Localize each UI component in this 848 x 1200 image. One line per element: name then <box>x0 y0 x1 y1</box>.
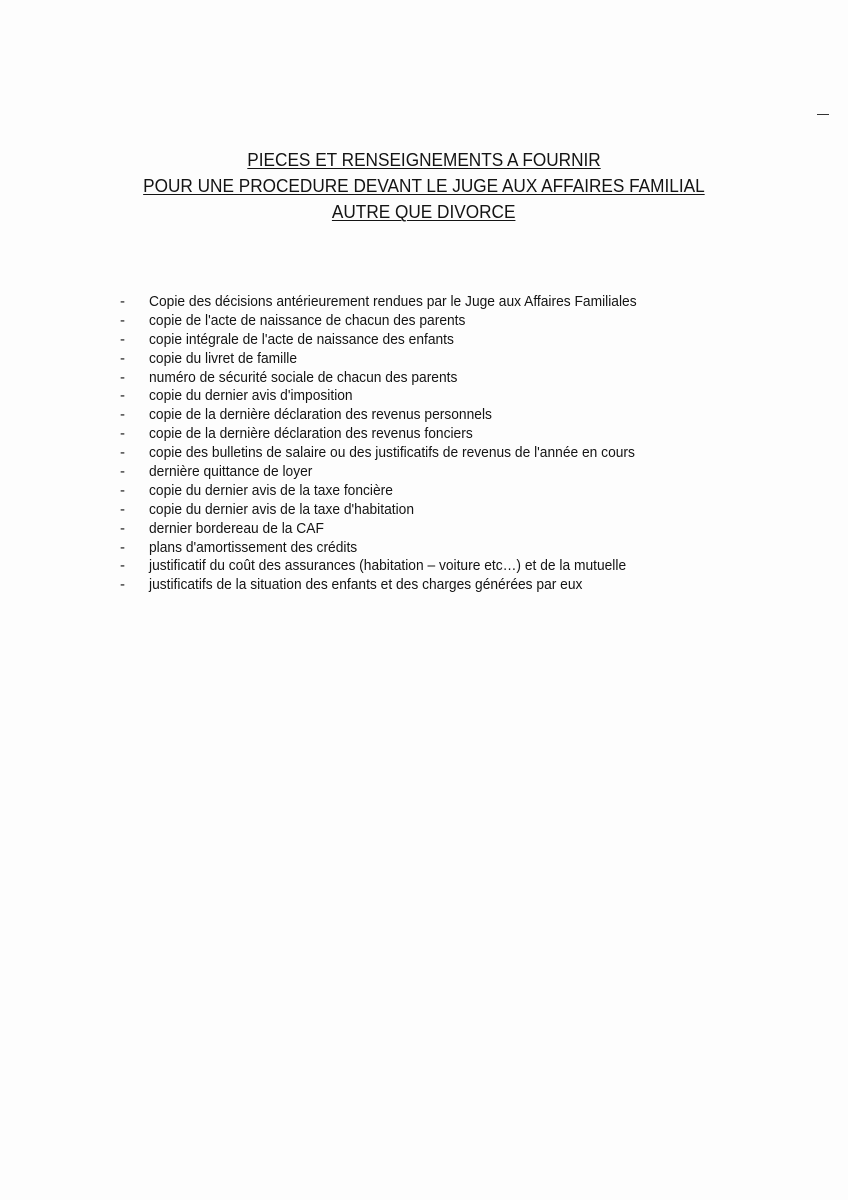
title-line-2: POUR UNE PROCEDURE DEVANT LE JUGE AUX AFFAIRES FAMILIAL <box>143 175 705 196</box>
dash-bullet: - <box>120 557 125 575</box>
list-item <box>120 312 820 331</box>
list-item-text: dernier bordereau de la CAF <box>149 519 324 537</box>
list-item <box>120 293 820 312</box>
dash-bullet: - <box>120 349 125 367</box>
dash-bullet: - <box>120 444 125 462</box>
list-item-text: copie du dernier avis de la taxe foncière <box>149 481 393 499</box>
list-item-text: copie de l'acte de naissance de chacun des parents <box>149 311 466 329</box>
list-item-text: copie de la dernière déclaration des revenus personnels <box>149 406 492 424</box>
list-item <box>120 576 820 595</box>
dash-bullet: - <box>120 576 125 594</box>
list-item-text: copie du dernier avis de la taxe d'habitation <box>149 500 415 518</box>
dash-bullet: - <box>120 538 125 556</box>
list-item <box>120 482 820 501</box>
dash-bullet: - <box>120 293 125 310</box>
list-item-text: justificatifs de la situation des enfants et des charges générées par eux <box>149 576 583 594</box>
list-item <box>120 369 820 388</box>
dash-bullet: - <box>120 481 125 499</box>
list-item <box>120 463 820 482</box>
list-item-text: dernière quittance de loyer <box>149 463 313 481</box>
list-item-text: copie des bulletins de salaire ou des justificatifs de revenus de l'année en cours <box>149 444 635 462</box>
dash-bullet: - <box>120 330 125 348</box>
list-item-text: copie intégrale de l'acte de naissance des enfants <box>149 330 454 348</box>
title-line-1: PIECES ET RENSEIGNEMENTS A FOURNIR <box>247 149 601 170</box>
list-item-text: Copie des décisions antérieurement rendues par le Juge aux Affaires Familiales <box>149 293 637 310</box>
list-item <box>120 520 820 539</box>
document-title <box>60 147 788 225</box>
list-item <box>120 539 820 558</box>
list-item <box>120 331 820 350</box>
list-item <box>120 444 820 463</box>
title-line-3: AUTRE QUE DIVORCE <box>332 201 516 222</box>
list-item <box>120 501 820 520</box>
list-item-text: copie de la dernière déclaration des revenus fonciers <box>149 425 473 443</box>
dash-bullet: - <box>120 406 125 424</box>
dash-bullet: - <box>120 387 125 405</box>
dash-bullet: - <box>120 519 125 537</box>
list-item <box>120 557 820 576</box>
list-item <box>120 425 820 444</box>
list-item-text: justificatif du coût des assurances (habitation – voiture etc…) et de la mutuelle <box>149 557 627 575</box>
list-item <box>120 387 820 406</box>
dash-bullet: - <box>120 311 125 329</box>
dash-bullet: - <box>120 368 125 386</box>
list-item-text: copie du dernier avis d'imposition <box>149 387 353 405</box>
list-item-text: plans d'amortissement des crédits <box>149 538 358 556</box>
dash-bullet: - <box>120 425 125 443</box>
list-item-text: numéro de sécurité sociale de chacun des parents <box>149 368 458 386</box>
dash-bullet: - <box>120 500 125 518</box>
list-item <box>120 406 820 425</box>
list-item <box>120 350 820 369</box>
dash-bullet: - <box>120 463 125 481</box>
list-item-text: copie du livret de famille <box>149 349 298 367</box>
required-documents-list <box>120 293 820 595</box>
corner-dash-mark <box>817 114 829 115</box>
